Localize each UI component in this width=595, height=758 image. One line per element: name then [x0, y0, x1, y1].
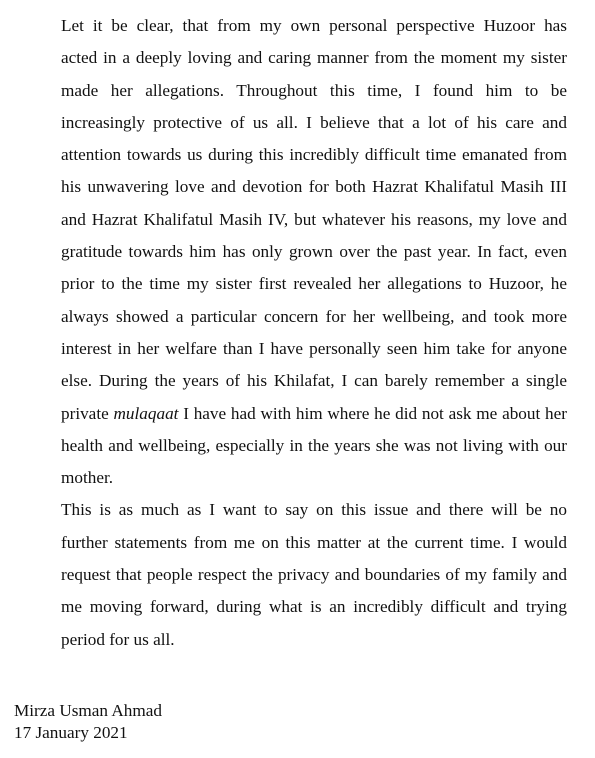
paragraph-line: increasingly protective of us all. I believe that a lot of his care and	[61, 112, 567, 132]
italic-term: mulaqaat	[113, 403, 179, 423]
paragraph-line: request that people respect the privacy and boundaries of my family and	[61, 565, 567, 585]
paragraph-line: me moving forward, during what is an incredibly difficult and trying	[61, 597, 567, 617]
paragraph-line: This is as much as I want to say on this issue and there will be no	[61, 500, 567, 520]
line-text: I have had with him where he did not ask me about her	[178, 403, 567, 423]
paragraph-2	[14, 494, 567, 655]
paragraph-line: gratitude towards him has only grown over the past year. In fact, even	[61, 242, 567, 262]
paragraph-line: health and wellbeing, especially in the years she was not living with our	[61, 435, 567, 455]
paragraph-line: interest in her welfare than I have personally seen him take for anyone	[61, 338, 567, 358]
signature-date: 17 January 2021	[14, 723, 128, 742]
paragraph-line: attention towards us during this incredibly difficult time emanated from	[61, 145, 567, 165]
paragraph-line: else. During the years of his Khilafat, I can barely remember a single	[61, 371, 567, 391]
line-text: private	[61, 403, 114, 423]
paragraph-line: further statements from me on this matter at the current time. I would	[61, 532, 567, 552]
paragraph-line: made her allegations. Throughout this time, I found him to be	[61, 80, 567, 100]
signature-block	[14, 700, 162, 744]
paragraph-line: prior to the time my sister first revealed her allegations to Huzoor, he	[61, 274, 567, 294]
paragraph-line-with-italic	[14, 398, 567, 430]
paragraph-line: Let it be clear, that from my own personal perspective Huzoor has	[61, 16, 567, 35]
paragraph-line: always showed a particular concern for her wellbeing, and took more	[61, 306, 567, 326]
paragraph-line: his unwavering love and devotion for both Hazrat Khalifatul Masih III	[61, 177, 567, 197]
paragraph-line: and Hazrat Khalifatul Masih IV, but whatever his reasons, my love and	[61, 209, 567, 229]
paragraph-line: mother.	[61, 468, 114, 488]
signatory-name: Mirza Usman Ahmad	[14, 701, 162, 720]
letter-body	[14, 10, 567, 656]
paragraph-line: period for us all.	[61, 629, 175, 649]
paragraph-1	[14, 10, 567, 494]
paragraph-line: acted in a deeply loving and caring manner from the moment my sister	[61, 48, 567, 68]
